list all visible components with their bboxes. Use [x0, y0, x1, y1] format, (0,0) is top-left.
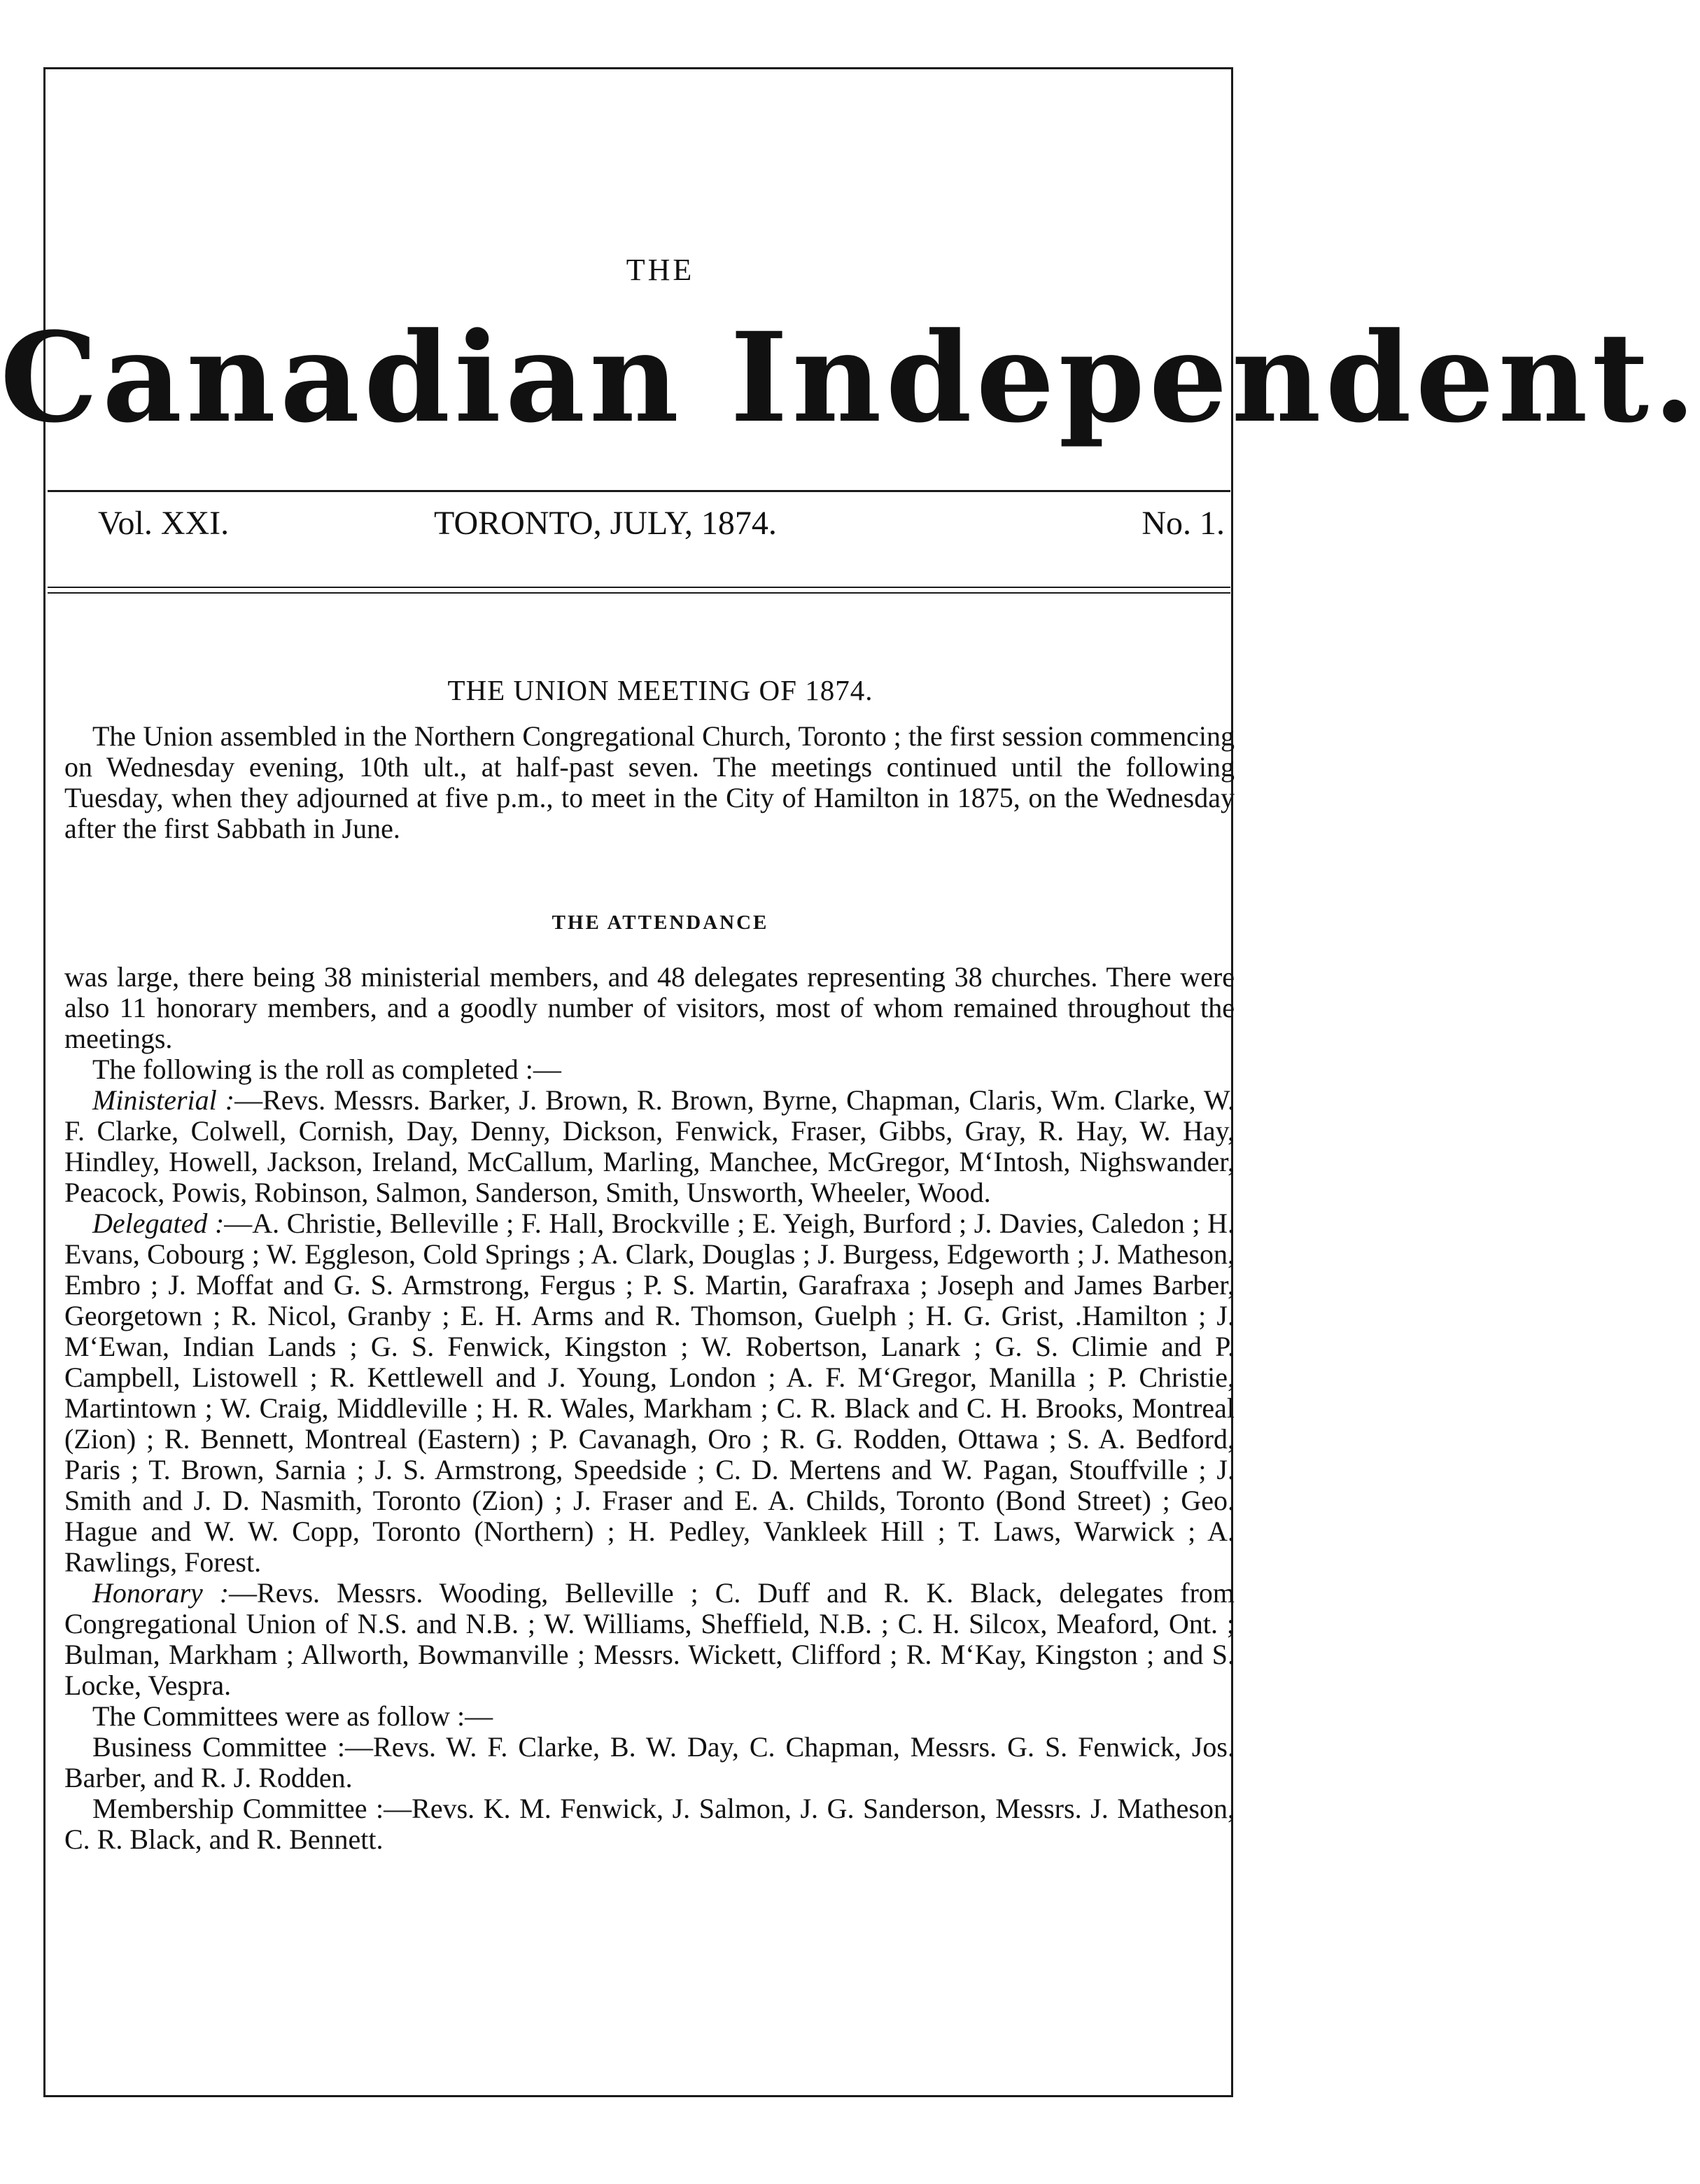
masthead-title: Canadian Independent.: [0, 305, 1700, 450]
roll-intro: The following is the roll as completed :—: [92, 1054, 561, 1085]
article-intro: The Union assembled in the Northern Congregational Church, Toronto ; the first session commencing on Wednesday evening, 10th ult., at half-past seven. The meetings continued until the following Tuesday, when they adjourned at five p.m., to meet in the City of Hamilton in 1875, on the Wednesday after the first Sabbath in June.: [64, 720, 1235, 844]
delegated-names: —A. Christie, Belleville ; F. Hall, Brockville ; E. Yeigh, Burford ; J. Davies, Caledon ; H. Evans, Cobourg ; W. Eggleson, Cold Springs ; A. Clark, Douglas ; J. Burgess, Edgeworth ; J. Matheson, Embro ; J. Moffat and G. S. Armstrong, Fergus ; P. S. Martin, Garafraxa ; Joseph and James Barber, Georgetown ; R. Nicol, Granby ; E. H. Arms and R. Thomson, Guelph ; H. G. Grist, .Hamilton ; J. M‘Ewan, Indian Lands ; G. S. Fenwick, Kingston ; W. Robertson, Lanark ; G. S. Climie and P. Campbell, Listowell ; R. Kettlewell and J. Young, London ; A. F. M‘Gregor, Manilla ; P. Christie, Martintown ; W. Craig, Middleville ; H. R. Wales, Markham ; C. R. Black and C. H. Brooks, Montreal (Zion) ; R. Bennett, Montreal (Eastern) ; P. Cavanagh, Oro ; R. G. Rodden, Ottawa ; S. A. Bedford, Paris ; T. Brown, Sarnia ; J. S. Armstrong, Speedside ; C. D. Mertens and W. Pagan, Stouffville ; J. Smith and J. D. Nasmith, Toronto (Zion) ; J. Fraser and E. A. Childs, Toronto (Bond Street) ; Geo. Hague and W. W. Copp, Toronto (Northern) ; H. Pedley, Vankleek Hill ; T. Laws, Warwick ; A. Rawlings, Forest.: [64, 1208, 1235, 1578]
delegated-roll: [64, 1208, 1235, 1578]
honorary-label: Honorary :: [92, 1577, 230, 1609]
delegated-label: Delegated :: [92, 1208, 225, 1239]
honorary-names: —Revs. Messrs. Wooding, Belleville ; C. Duff and R. K. Black, delegates from Congregational Union of N.S. and N.B. ; W. Williams, Sheffield, N.B. ; C. H. Silcox, Meaford, Ont. ; Bulman, Markham ; Allworth, Bowmanville ; Messrs. Wickett, Clifford ; R. M‘Kay, Kingston ; and S. Locke, Vespra.: [64, 1577, 1235, 1701]
masthead-rule-top: [48, 490, 1230, 492]
masthead-rule-bottom-double: [48, 592, 1230, 594]
issue-volume: Vol. XXI.: [98, 505, 230, 542]
business-committee: Business Committee :—Revs. W. F. Clarke, B. W. Day, C. Chapman, Messrs. G. S. Fenwick, Jos. Barber, and R. J. Rodden.: [64, 1731, 1235, 1793]
masthead-rule-bottom: [48, 587, 1230, 588]
issue-number: No. 1.: [1141, 505, 1225, 542]
ministerial-names: —Revs. Messrs. Barker, J. Brown, R. Brown, Byrne, Chapman, Claris, Wm. Clarke, W. F. Clarke, Colwell, Cornish, Day, Denny, Dickson, Fenwick, Fraser, Gibbs, Gray, R. Hay, W. Hay, Hindley, Howell, Jackson, Ireland, McCallum, Marling, Manchee, McGregor, M‘Intosh, Nighswander, Peacock, Powis, Robinson, Salmon, Sanderson, Smith, Unsworth, Wheeler, Wood.: [64, 1084, 1235, 1208]
issue-place-date: TORONTO, JULY, 1874.: [434, 505, 777, 542]
ministerial-roll: [64, 1085, 1235, 1208]
masthead-article: THE: [626, 253, 695, 287]
attendance-paragraph: was large, there being 38 ministerial members, and 48 delegates representing 38 churches. There were also 11 honorary members, and a goodly number of visitors, most of whom remained throughout the meetings.: [64, 961, 1235, 1054]
article-body-block: [64, 962, 1235, 1855]
attendance-heading: THE ATTENDANCE: [552, 911, 769, 934]
membership-committee: Membership Committee :—Revs. K. M. Fenwick, J. Salmon, J. G. Sanderson, Messrs. J. Matheson, C. R. Black, and R. Bennett.: [64, 1793, 1235, 1855]
honorary-roll: [64, 1578, 1235, 1701]
issue-line: [98, 504, 1225, 553]
article-title: THE UNION MEETING OF 1874.: [447, 674, 873, 706]
article-intro-block: [64, 721, 1235, 844]
committees-intro: The Committees were as follow :—: [92, 1700, 493, 1732]
ministerial-label: Ministerial :: [92, 1084, 235, 1116]
